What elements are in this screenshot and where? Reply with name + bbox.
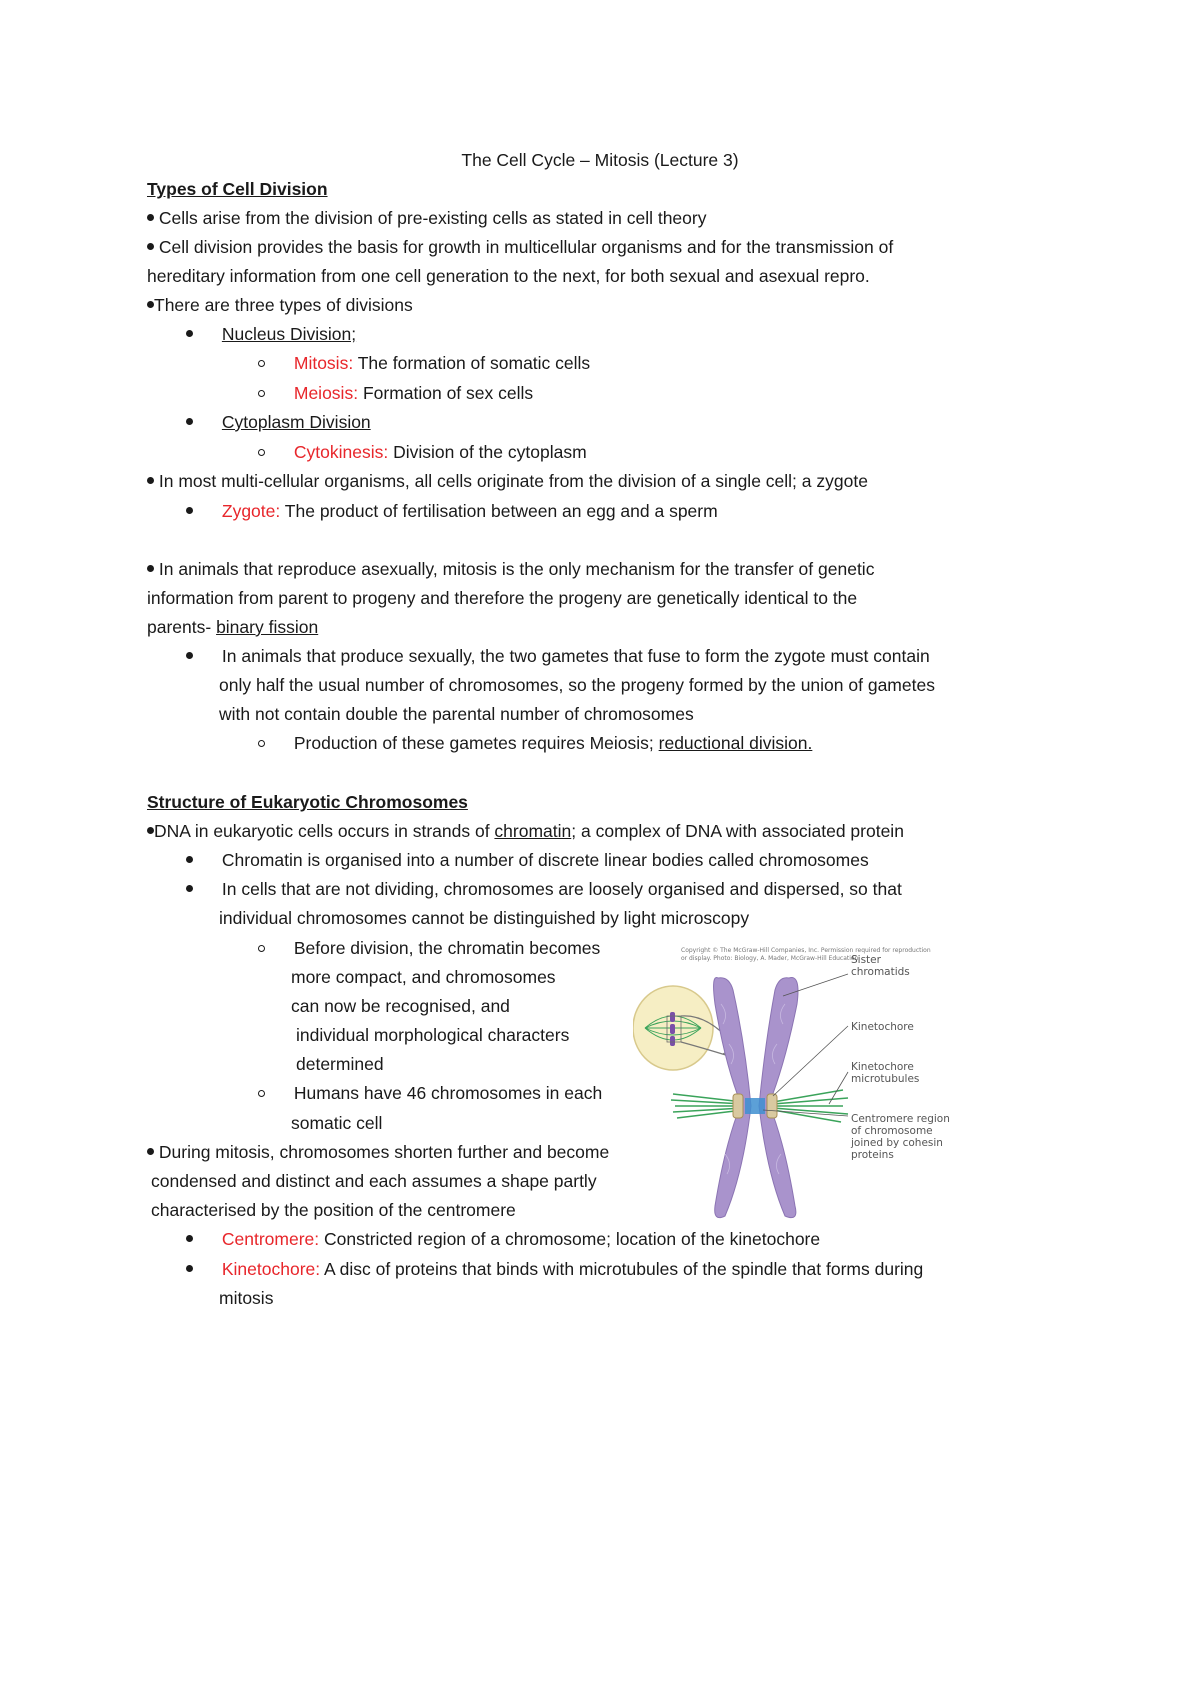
label-centromere-region: proteins (851, 1149, 894, 1161)
sub-bullet-item: Humans have 46 chromosomes in each (258, 1085, 602, 1103)
paragraph: Cell division provides the basis for growth in multicellular organisms and for the transmission of (147, 239, 893, 257)
paragraph: During mitosis, chromosomes shorten further and become (147, 1144, 609, 1162)
bullet-item: Chromatin is organised into a number of discrete linear bodies called chromosomes (186, 852, 869, 870)
bullet-icon (147, 301, 154, 308)
sub-bullet-line: can now be recognised, and (291, 996, 510, 1016)
bullet-item: Cytoplasm Division (186, 414, 371, 432)
page-title: The Cell Cycle – Mitosis (Lecture 3) (461, 150, 739, 170)
bullet-icon (147, 565, 154, 572)
sub-bullet-item: Before division, the chromatin becomes (258, 940, 600, 958)
figure-copyright-line: or display. Photo: Biology, A. Mader, McGraw-Hill Education (681, 955, 859, 962)
paragraph-line: information from parent to progeny and therefore the progeny are genetically identical to the (147, 588, 858, 608)
chromosome-figure (633, 944, 973, 1224)
label-kinetochore-microtubules: Kinetochore (851, 1061, 914, 1073)
label-centromere-region: Centromere region (851, 1113, 950, 1125)
paragraph: DNA in eukaryotic cells occurs in strands of chromatin; a complex of DNA with associated protein (147, 823, 904, 841)
paragraph-line: characterised by the position of the centromere (151, 1200, 516, 1220)
circle-bullet-icon (258, 360, 265, 367)
label-centromere-region: of chromosome (851, 1125, 933, 1137)
paragraph: Cells arise from the division of pre-existing cells as stated in cell theory (147, 210, 706, 228)
circle-bullet-icon (258, 1090, 265, 1097)
bullet-icon (147, 827, 154, 834)
paragraph-line: condensed and distinct and each assumes a shape partly (151, 1171, 597, 1191)
bullet-icon (147, 214, 154, 221)
paragraph: In animals that reproduce asexually, mitosis is the only mechanism for the transfer of genetic (147, 561, 874, 579)
circle-bullet-icon (258, 449, 265, 456)
bullet-icon (186, 652, 193, 659)
circle-bullet-icon (258, 945, 265, 952)
section-heading-structure: Structure of Eukaryotic Chromosomes (147, 792, 468, 812)
circle-bullet-icon (258, 390, 265, 397)
bullet-item-line: mitosis (219, 1288, 274, 1308)
bullet-icon (186, 885, 193, 892)
bullet-icon (186, 1265, 193, 1272)
sub-bullet-line: somatic cell (291, 1113, 383, 1133)
label-kinetochore: Kinetochore (851, 1021, 914, 1033)
bullet-item-line: only half the usual number of chromosomes, so the progeny formed by the union of gametes (219, 675, 935, 695)
bullet-icon (147, 1148, 154, 1155)
bullet-item-line: with not contain double the parental number of chromosomes (219, 704, 694, 724)
bullet-item: In cells that are not dividing, chromosomes are loosely organised and dispersed, so that (186, 881, 902, 899)
bullet-item: In animals that produce sexually, the two gametes that fuse to form the zygote must contain (186, 648, 930, 666)
paragraph-line: parents- binary fission (147, 617, 319, 637)
label-kinetochore-microtubules: microtubules (851, 1073, 920, 1085)
bullet-item: Zygote: The product of fertilisation between an egg and a sperm (186, 503, 718, 521)
bullet-icon (186, 507, 193, 514)
bullet-item-line: individual chromosomes cannot be distinguished by light microscopy (219, 908, 750, 928)
sub-bullet-item: Meiosis: Formation of sex cells (258, 385, 533, 403)
sub-bullet-line: determined (296, 1054, 384, 1074)
figure-copyright-line: Copyright © The McGraw-Hill Companies, Inc. Permission required for reproduction (681, 947, 931, 954)
kinetochore-left (733, 1094, 743, 1118)
sub-bullet-item: Mitosis: The formation of somatic cells (258, 355, 590, 373)
bullet-icon (186, 856, 193, 863)
circle-bullet-icon (258, 740, 265, 747)
sub-bullet-line: more compact, and chromosomes (291, 967, 556, 987)
bullet-item: Centromere: Constricted region of a chromosome; location of the kinetochore (186, 1231, 820, 1249)
sub-bullet-line: individual morphological characters (296, 1025, 570, 1045)
sister-chromatids (714, 978, 798, 1218)
bullet-icon (186, 330, 193, 337)
label-sister-chromatids: chromatids (851, 966, 910, 978)
bullet-item: Nucleus Division; (186, 326, 356, 344)
sub-bullet-item: Cytokinesis: Division of the cytoplasm (258, 444, 587, 462)
bullet-icon (147, 477, 154, 484)
bullet-icon (186, 418, 193, 425)
cohesin-proteins (745, 1098, 765, 1114)
label-sister-chromatids: Sister (851, 954, 881, 966)
bullet-icon (147, 243, 154, 250)
kinetochore-right (767, 1094, 777, 1118)
bullet-item: Kinetochore: A disc of proteins that binds with microtubules of the spindle that forms during (186, 1261, 923, 1279)
paragraph-line: hereditary information from one cell generation to the next, for both sexual and asexual repro. (147, 266, 870, 286)
bullet-icon (186, 1235, 193, 1242)
label-centromere-region: joined by cohesin (851, 1137, 943, 1149)
paragraph: In most multi-cellular organisms, all cells originate from the division of a single cell; a zygote (147, 473, 868, 491)
section-heading-types: Types of Cell Division (147, 179, 328, 199)
sub-bullet-item: Production of these gametes requires Meiosis; reductional division. (258, 735, 812, 753)
paragraph: There are three types of divisions (147, 297, 413, 315)
